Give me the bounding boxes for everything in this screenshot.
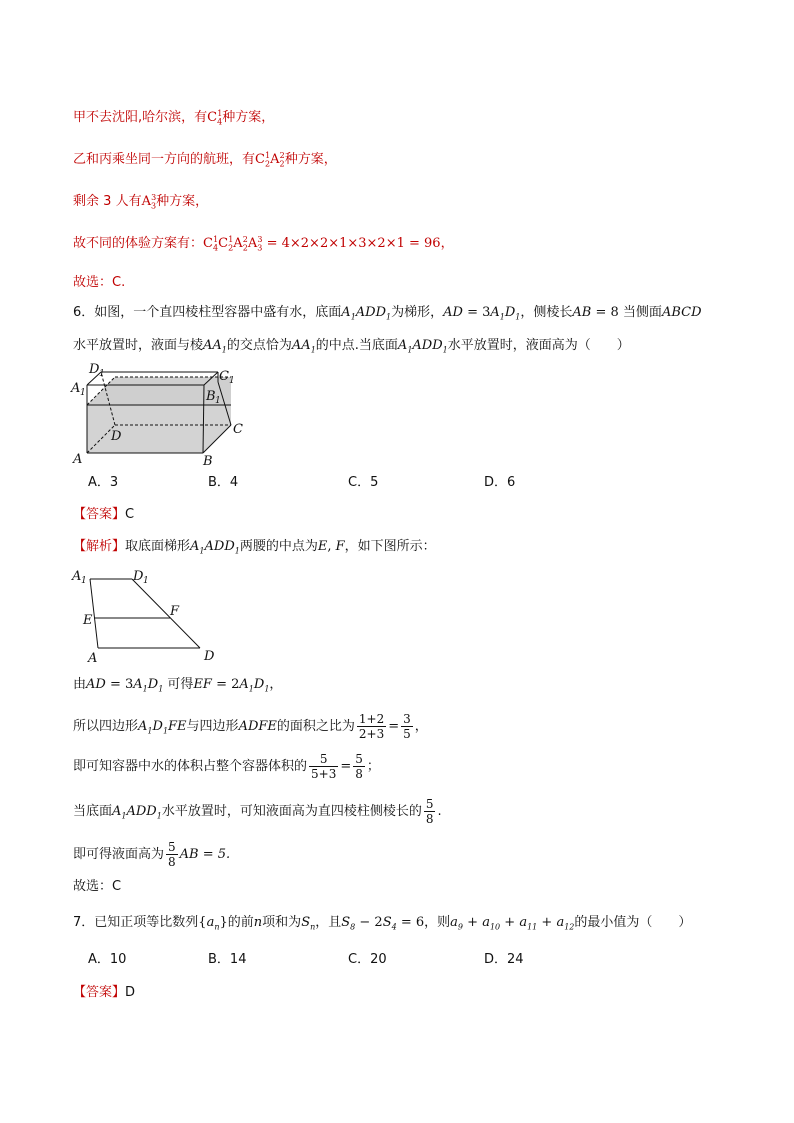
q6-option-a[interactable]: A．3: [88, 475, 119, 490]
q6-option-c[interactable]: C．5: [348, 475, 379, 490]
q6-option-b[interactable]: B．4: [208, 475, 239, 490]
q6-conclusion: 故选：C: [73, 879, 122, 894]
analysis-step-1: 由AD = $3A_1D_1$ 可得EF = $2A_1D_1$，: [73, 677, 283, 694]
svg-text:C: C: [233, 422, 243, 437]
svg-text:C: C: [219, 369, 229, 384]
q7-option-d[interactable]: D．24: [484, 952, 524, 967]
svg-text:1: 1: [80, 388, 86, 398]
prism-figure: [68, 360, 248, 470]
solution-line-2: 乙和丙乘坐同一方向的航班，有$C_2^1A_2^2$种方案，: [73, 150, 337, 169]
q6-answer: 【答案】C: [73, 507, 135, 522]
svg-text:A: A: [71, 381, 81, 396]
svg-text:D: D: [89, 362, 100, 377]
svg-text:B: B: [206, 389, 216, 404]
solution-conclusion: 故选：C.: [73, 275, 126, 290]
svg-text:1: 1: [99, 369, 105, 379]
svg-text:F: F: [170, 604, 180, 619]
analysis-step-4: 当底面$A_1ADD_1$水平放置时，可知液面高为直四棱柱侧棱长的 $\frac{5}{8}$ .: [73, 797, 442, 826]
svg-text:1: 1: [143, 576, 149, 586]
solution-line-1: 甲不去沈阳,哈尔滨，有$C_4^1$种方案，: [73, 108, 275, 127]
svg-text:1: 1: [229, 376, 235, 386]
q6-analysis: 【解析】取底面梯形$A_1ADD_1$两腰的中点为E, F，如下图所示：: [73, 539, 436, 556]
svg-text:D: D: [204, 649, 215, 664]
analysis-step-2: 所以四边形$A_1D_1FE$与四边形ADFE的面积之比为 $\frac{1+2}{2+3}$ = $\frac{3}{5}$ ，: [73, 712, 428, 741]
trapezoid-figure: [70, 562, 230, 667]
q7-option-a[interactable]: A．10: [88, 952, 127, 967]
svg-text:D: D: [133, 569, 144, 584]
q7-option-b[interactable]: B．14: [208, 952, 247, 967]
q6-stem-line-2: 水平放置时，液面与棱$AA_1$的交点恰为$AA_1$的中点.当底面$A_1ADD_1$水平放置时，液面高为（ ）: [73, 338, 630, 355]
water-region: [87, 405, 231, 453]
q7-option-c[interactable]: C．20: [348, 952, 387, 967]
svg-text:D: D: [111, 429, 122, 444]
svg-text:A: A: [72, 569, 82, 584]
analysis-step-5: 即可得液面高为 $\frac{5}{8}$ AB = 5.: [73, 840, 231, 869]
analysis-step-3: 即可知容器中水的体积占整个容器体积的 $\frac{5}{5+3}$ = $\frac{5}{8}$ ；: [73, 752, 380, 781]
svg-text:A: A: [88, 651, 98, 666]
svg-text:A: A: [73, 452, 83, 467]
svg-text:1: 1: [215, 396, 221, 406]
svg-text:B: B: [203, 454, 213, 469]
solution-line-3: 剩余 3 人有$A_3^3$种方案，: [73, 192, 209, 211]
q7-stem: 7．已知正项等比数列$\{a_n\}$的前n项和为$S_n$，且$S_8 - 2S_4 = 6$，则$a_9 + a_{10} + a_{11} + a_{12}$的最小值为（ ）: [73, 915, 692, 932]
solution-line-4: 故不同的体验方案有：$C_4^1C_2^1A_2^2A_3^3 = 4\times 2\times 2\times 1\times 3\times 2\times 1 = 96$，: [73, 234, 454, 253]
q7-answer: 【答案】D: [73, 985, 136, 1000]
q6-option-d[interactable]: D．6: [484, 475, 516, 490]
svg-text:E: E: [83, 613, 93, 628]
svg-text:1: 1: [81, 576, 87, 586]
q6-stem-line-1: 6．如图，一个直四棱柱型容器中盛有水，底面$A_1ADD_1$为梯形，AD = $3A_1D_1$，侧棱长AB = 8 当侧面ABCD: [73, 305, 702, 322]
